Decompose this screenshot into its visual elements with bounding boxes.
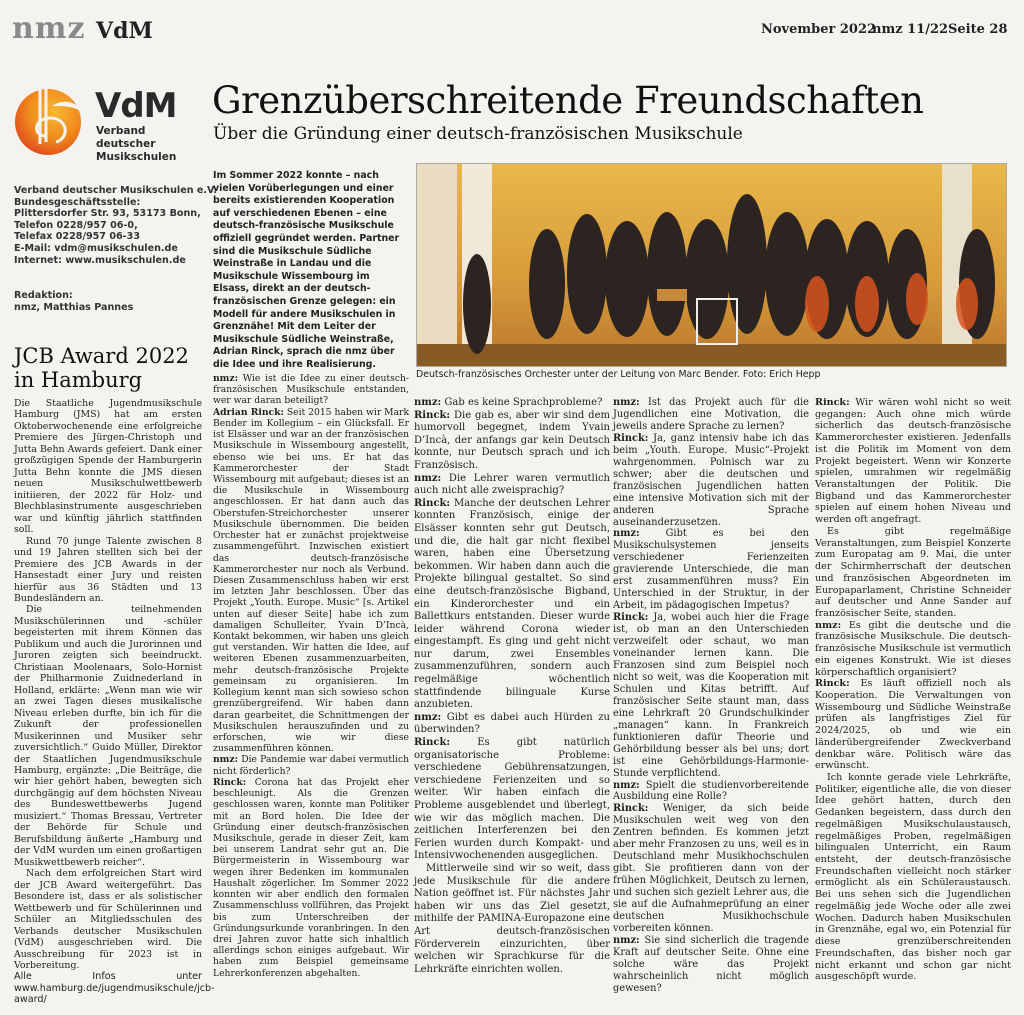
sidebar-title-line: in Hamburg (14, 368, 143, 392)
interview-text: Die Lehrer waren vermutlich auch nicht alle zweisprachig? (414, 472, 610, 497)
interview-text: Wie ist die Idee zu einer deutsch-französischen Musikschule entstanden, wer war daran beteiligt? (213, 373, 410, 407)
photo-caption: Deutsch-französisches Orchester unter der Leitung von Marc Bender. Foto: Erich Hepp (416, 369, 821, 380)
speaker-label: nmz: (414, 472, 442, 484)
interview-text: Spielt die studienvorbereitende Ausbildung eine Rolle? (613, 779, 809, 803)
publication-logo: nmz (12, 11, 86, 46)
article-headline: Grenzüberschreitende Freundschaften (212, 79, 924, 122)
interview-turn (414, 410, 610, 473)
contact-line: Bundesgeschäftsstelle: (14, 196, 141, 208)
speaker-label: Rinck: (213, 776, 247, 788)
interview-text: Ja, ganz intensiv habe ich das beim „Youth. Europe. Music“-Projekt wahrgenommen. Polnisch war zu schwer; aber die deutschen und französischen Jugendlichen hatten eine intensive Motivation sich mit der anderen Sprache auseinanderzusetzen. (613, 432, 809, 528)
interview-turn (613, 780, 809, 804)
speaker-label: Rinck: (613, 612, 649, 624)
interview-turn (815, 772, 1011, 983)
speaker-label: Rinck: (414, 737, 451, 749)
sidebar-title (14, 344, 204, 392)
speaker-label: nmz: (815, 619, 842, 631)
interview-text: Seit 2015 haben wir Mark Bender im Kollegium – ein Glücksfall. Er ist Elsässer und war an der französischen Musikschule in Wissembourg angestellt, ebenso wie bei uns. Er hat das Kammerorchester der Stadt Wissembourg mit aufgebaut; dieses ist an die Musikschule in Wissembourg angeschlossen. Er hat dann auch das Oberstufen-Streichorchester unserer Musikschule übernommen. Die beiden Orchester hat er zunächst projektweise zusammengeführt. Inzwischen existiert das deutsch-französische Kammerorchester nur noch als Verbund. Diesen Zusammenschluss haben wir erst im letzten Jahr beschlossen. Über das Projekt „Youth. Europe. Music“ [s. Artikel unten auf dieser Seite] habe ich zum damaligen Schulleiter, Yvain D’Incà, Kontakt bekommen, wir haben uns gleich gut verstanden. Wir hatten die Idee, auf weiteren Ebenen zusammenzuarbeiten, mehr deutsch-französische Projekte gemeinsam zu organisieren. Im Kollegium kennt man sich sowieso schon grenzübergreifend. Wir haben dann daran gearbeitet, die Schnittmengen der Musikschulen herauszufinden und zu erforschen, wie wir diese zusammenführen können. (213, 406, 410, 755)
interview-turn (213, 407, 409, 755)
interview-turn (414, 473, 610, 498)
contact-line: Verband deutscher Musikschulen e.V. (14, 185, 217, 196)
interview-text: Ich konnte gerade viele Lehrkräfte, Politiker, eigentliche alle, die von dieser Idee gehört hatten, durch den Gedanken begeistern, dass durch den regelmäßigen Musikschulaustausch, regelmäßiges Proben, regelmäßigen bilingualen Unterricht, ein Raum entsteht, der deutsch-französische Freundschaften vielleicht noch stärker ermöglicht als ein Schüleraustausch. Bei uns sehen sich die Jugendlichen regelmäßig jede Woche oder alle zwei Wochen. Dadurch haben Musikschulen in Grenznähe, egal wo, ein Potenzial für diese grenzüberschreitenden Freundschaften, das bisher noch gar nicht erkannt und schon gar nicht ausgeschöpft wurde. (815, 772, 1011, 983)
speaker-label: nmz: (613, 397, 640, 408)
interview-text: Mittlerweile sind wir so weit, dass jede Musikschule für die andere Nation geöffnet ist. Für nächstes Jahr haben wir uns das Ziel gesetzt, mithilfe der PAMINA-Europazone eine Art deutsch-französischen Förderverein einzurichten, über welchen wir Sprachkurse für die Lehrkräfte einrichten wollen. (414, 862, 610, 975)
interview-text: Es gibt natürlich organisatorische Probleme: verschiedene Gebührensatzungen, verschiedene Ferienzeiten und so weiter. Wir haben einfach die Probleme ausgeblendet und überlegt, wie wir das möglich machen. Die zeitlichen Interferenzen bei den Ferien wurden durch Kompakt- und Intensivwochenenden ausgeglichen. (414, 737, 610, 862)
interview-text: Gab es keine Sprachprobleme? (444, 397, 603, 408)
interview-text: Wir wären wohl nicht so weit gegangen: Auch ohne mich würde sicherlich das deutsch-französische Kammerorchester existieren. Jedenfalls ist die Politik im Moment von dem Projekt begeistert. Wenn wir Konzerte spielen, umrahmen wir regelmäßig Veranstaltungen der Politik. Die Bigband und das Kammerorchester spielen auf einem hohen Niveau und werden oft angefragt. (815, 397, 1011, 526)
logo-title: VdM (95, 86, 177, 126)
interview-turn (414, 737, 610, 863)
interview-turn (613, 935, 809, 995)
interview-turn (213, 373, 409, 407)
interview-turn (613, 803, 809, 934)
interview-turn (213, 777, 409, 979)
contact-line: Telefon 0228/957 06-0, (14, 219, 138, 231)
interview-text: Es läuft offiziell noch als Kooperation. Die Verwaltungen von Wissembourg und Südliche Weinstraße prüfen als langfristiges Ziel für 2024/2025, ob und wie ein länderübergreifender Zweckverband denkbar wäre. Politisch wäre das erwünscht. (815, 678, 1011, 772)
interview-turn (815, 620, 1011, 679)
contact-line: Telefax 0228/957 06-33 (14, 231, 141, 243)
contact-email[interactable]: E-Mail: vdm@musikschulen.de (14, 242, 178, 254)
speaker-label: nmz: (213, 754, 239, 766)
orchestra-photo (416, 163, 1007, 367)
interview-text: Corona hat das Projekt eher beschleunigt. Als die Grenzen geschlossen waren, konnte man Politiker mit an Bord holen. Die Idee der Gründung einer deutsch-französischen Musikschule, gerade in dieser Zeit, kam bei unserem Landrat sehr gut an. Die Bürgermeisterin in Wissembourg war wegen ihrer Bedenken im kommunalen Haushalt zögerlicher. Im Sommer 2022 konnten wir aber endlich den formalen Zusammenschluss vollführen, das Projekt bis zum Unterschreiben der Gründungsurkunde voranbringen. In den drei Jahren zuvor hatte sich inhaltlich allerdings schon einiges aufgebaut. Wir haben zum Beispiel gemeinsame Lehrerkonferenzen abgehalten. (213, 776, 409, 979)
interview-text: Die Pandemie war dabei vermutlich nicht förderlich? (213, 754, 410, 777)
speaker-label: Rinck: (815, 678, 850, 690)
vdm-music-logo-icon (12, 84, 84, 156)
interview-turn (613, 433, 809, 529)
interview-turn (414, 498, 610, 712)
interview-turn (613, 528, 809, 612)
interview-text: Gibt es bei den Musikschulsystemen jenseits verschiedener Ferienzeiten gravierende Unterschiede, die man erst zusammenführen muss? Ein Unterschied in der Struktur, in der Arbeit, im pädagogischen Impetus? (613, 528, 809, 612)
logo-subtitle-line: Verband deutscher (96, 125, 156, 150)
article-column-3 (613, 397, 809, 995)
speaker-label: Rinck: (613, 803, 649, 815)
interview-turn (213, 754, 409, 776)
contact-website[interactable]: Internet: www.musikschulen.de (14, 254, 186, 266)
interview-turn (815, 678, 1011, 772)
speaker-label: nmz: (613, 528, 640, 540)
interview-turn (815, 397, 1011, 526)
sidebar-paragraph: Die Staatliche Jugendmusikschule Hamburg (JMS) hat am ersten Oktoberwochenende eine erfolgreiche Premiere des Jürgen-Christoph und Jutta Behn Awards gefeiert. Dank einer großzügigen Spende der Hamburgerin Jutta Behn konnte die JMS diesen neuen Musikschulwettbewerb initiieren, der 2022 für Holz- und Blechblasinstrumente ausgeschrieben war und künftig jährlich stattfinden soll. (14, 398, 202, 536)
interview-text: Weniger, da sich beide Musikschulen weit weg von den Zentren befinden. Es kommen jetzt aber mehr Franzosen zu uns, weil es in Deutschland mehr Musikhochschulen gibt. Sie profitieren dann von der frühen Möglichkeit, Deutsch zu lernen, und suchen sich gezielt Lehrer aus, die sie auf die Aufnahmeprüfung an einer deutschen Musikhochschule vorbereiten können. (613, 803, 809, 934)
interview-text: Ja, wobei auch hier die Frage ist, ob man an den Unterschieden verzweifelt oder schaut, wo man voneinander lernen kann. Die Franzosen sind zum Beispiel noch nicht so weit, was die Kooperation mit Schulen und Kitas betrifft. Auf französischer Seite staunt man, dass eine Lehrkraft 20 Grundschulkinder „managen“ kann. In Frankreich funktionieren dafür Theorie und Gehörbildung besser als bei uns; dort ist eine Gehörbildungs-Harmonie-Stunde verpflichtend. (613, 612, 809, 779)
speaker-label: nmz: (414, 711, 442, 723)
interview-text: Gibt es dabei auch Hürden zu überwinden? (414, 711, 610, 736)
article-column-4 (815, 397, 1011, 983)
logo-subtitle (96, 125, 206, 164)
sidebar-paragraph: Nach dem erfolgreichen Start wird der JCB Award weitergeführt. Das Besondere ist, dass er als solistischer Wettbewerb und für Schülerinnen und Schüler an Mitgliedsschulen des Verbands deutscher Musikschulen (VdM) ausgeschrieben wird. Die Ausschreibung für 2023 ist in Vorbereitung. (14, 868, 202, 971)
article-subheadline: Über die Gründung einer deutsch-französischen Musikschule (213, 124, 743, 144)
interview-turn (414, 863, 610, 976)
interview-turn (414, 397, 610, 410)
interview-text: Manche der deutschen Lehrer konnten Französisch, einige der Elsässer konnten sehr gut Deutsch, und die, die halt gar nicht flexibel waren, haben eine Übersetzung bekommen. Wir haben dann auch die Projekte bilingual gestaltet. So sind eine deutsch-französische Bigband, ein Kinderorchester und ein Ballettkurs entstanden. Dieser wurde leider während Corona wieder eingestampft. Es ging und geht nicht nur darum, zwei Ensembles zusammenzuführen, sondern auch regelmäßige wöchentlich stattfindende bilinguale Kurse anzubieten. (414, 497, 610, 711)
speaker-label: Rinck: (815, 397, 850, 408)
interview-turn (613, 397, 809, 433)
speaker-label: Adrian Rinck: (213, 406, 284, 418)
article-column-2 (414, 397, 610, 976)
speaker-label: Rinck: (414, 497, 451, 509)
speaker-label: Rinck: (414, 409, 451, 421)
interview-text: Die gab es, aber wir sind dem humorvoll begegnet, indem Yvain D’Incà, der anfangs gar kein Deutsch konnte, nur Deutsch sprach und ich Französisch. (414, 409, 610, 471)
sidebar-title-line: JCB Award 2022 (14, 344, 189, 368)
speaker-label: nmz: (613, 779, 640, 791)
editorial-name: nmz, Matthias Pannes (14, 301, 134, 313)
contact-block (14, 185, 217, 266)
interview-text: Es gibt die deutsche und die französische Musikschule. Die deutsch-französische Musikschule ist vermutlich ein eigenes Konstrukt. Wie ist dieses körperschaftlich organisiert? (815, 619, 1011, 678)
editorial-label: Redaktion: (14, 290, 73, 301)
sidebar-article (14, 398, 215, 1006)
sidebar-paragraph: Die teilnehmenden Musikschülerinnen und -schüler begeisterten mit ihrem Können das Publikum und auch die Jurorinnen und Juroren zeigten sich beeindruckt. Christiaan Moolenaars, Solo-Hornist der Philharmonie Zuidnederland in Holland, erklärte: „Wenn man wie wir an zwei Tagen dieses musikalische Niveau erleben durfte, bin ich für die Zukunft der professionellen Musikerinnen und Musiker sehr zuversichtlich.“ Guido Müller, Direktor der Staatlichen Jugendmusikschule Hamburg, ergänzte: „Die Beiträge, die wir hier gehört haben, bewegten sich durchgängig auf dem höchsten Niveau des Bundeswettbewerbs Jugend musiziert.“ Thomas Bressau, Vertreter der Behörde für Schule und Berufsbildung äußerte „Hamburg und der VdM wurden um einen großartigen Musikwettbewerb reicher“. (14, 604, 202, 868)
interview-turn (613, 612, 809, 779)
page-number: Seite 28 (948, 22, 1008, 37)
speaker-label: Rinck: (613, 432, 649, 444)
issue-number: nmz 11/22 (872, 22, 949, 37)
interview-text: Sie sind sicherlich die tragende Kraft auf deutscher Seite. Ohne eine solche wäre das Projekt wahrscheinlich nicht möglich gewesen? (613, 934, 809, 994)
interview-text: Ist das Projekt auch für die Jugendlichen eine Motivation, die jeweils andere Sprache zu lernen? (613, 397, 809, 432)
logo-subtitle-line: Musikschulen (96, 151, 177, 163)
section-name: VdM (96, 18, 153, 44)
contact-line: Plittersdorfer Str. 93, 53173 Bonn, (14, 208, 201, 220)
article-column-1 (213, 373, 409, 979)
speaker-label: nmz: (414, 397, 442, 408)
sidebar-paragraph: Rund 70 junge Talente zwischen 8 und 19 Jahren stellten sich bei der Premiere des JCB Awards in der Hansestadt einer Jury und reisten hierfür aus 36 Städten und 13 Bundesländern an. (14, 535, 202, 604)
editorial-block (14, 290, 204, 313)
article-intro: Im Sommer 2022 konnte – nach vielen Vorüberlegungen und einer bereits existierenden Kooperation auf verschiedenen Ebenen – eine deutsch-französische Musikschule offiziell gegründet werden. Partner sind die Musikschule Südliche Weinstraße in Landau und die Musikschule Wissembourg im Elsass, direkt an der deutsch-französischen Grenze gelegen: ein Modell für andere Musikschulen in Grenznähe! Mit dem Leiter der Musikschule Südliche Weinstraße, Adrian Rinck, sprach die nmz über die Idee und ihre Realisierung. (213, 170, 400, 370)
speaker-label: nmz: (213, 373, 239, 384)
interview-turn (414, 712, 610, 737)
issue-date: November 2022 (761, 22, 877, 37)
speaker-label: nmz: (613, 934, 640, 946)
interview-turn (815, 526, 1011, 620)
interview-text: Es gibt regelmäßige Veranstaltungen, zum Beispiel Konzerte zum Europatag am 9. Mai, die unter der Schirmherrschaft der deutschen und französischen Abgeordneten im Europaparlament, Christine Schneider auf deutscher und Anne Sander auf französischer Seite, standen. (815, 525, 1011, 619)
sidebar-link[interactable]: Alle Infos unter www.hamburg.de/jugendmusikschule/jcb-award/ (14, 971, 215, 1006)
